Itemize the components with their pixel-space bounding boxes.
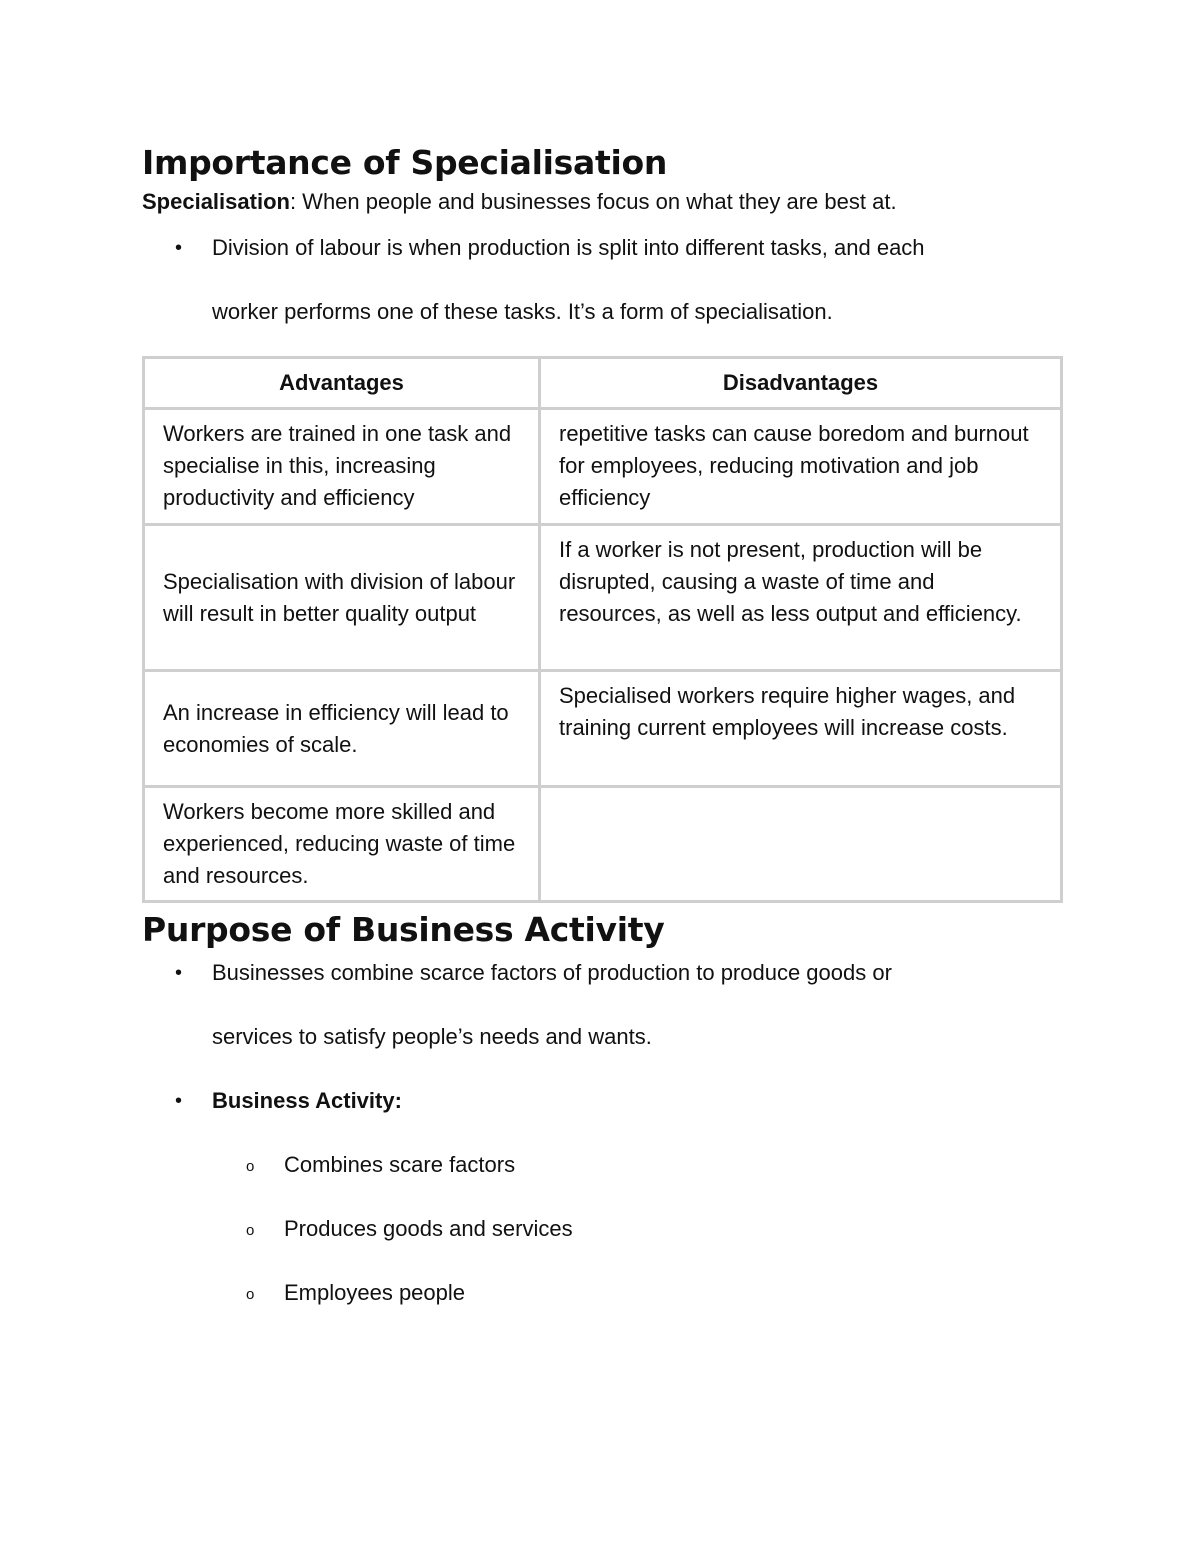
list-item-text-line-2: worker performs one of these tasks. It’s a form of specialisation. — [212, 299, 833, 324]
sub-list-item — [142, 1197, 1062, 1261]
table-row — [144, 525, 1062, 671]
table-cell-advantage: Workers become more skilled and experienced, reducing waste of time and resources. — [144, 787, 540, 902]
table-cell-advantage: Specialisation with division of labour will result in better quality output — [144, 525, 540, 671]
circle-bullet-icon: o — [246, 1158, 255, 1175]
table-cell-advantage: An increase in efficiency will lead to economies of scale. — [144, 671, 540, 787]
sub-list-item-text: Employees people — [284, 1280, 466, 1305]
list-item-text-line-2: services to satisfy people’s needs and wants. — [212, 1024, 652, 1049]
table-cell-disadvantage: Specialised workers require higher wages, and training current employees will increase costs. — [540, 671, 1062, 787]
definition-term: Specialisation — [142, 189, 290, 214]
bullet-list-specialisation — [142, 216, 1042, 344]
definition-specialisation — [142, 188, 1062, 216]
list-item-text-line-1: Businesses combine scarce factors of production to produce goods or — [212, 960, 892, 985]
table-cell-advantage: Workers are trained in one task and specialise in this, increasing productivity and efficiency — [144, 409, 540, 525]
table-header-row — [144, 358, 1062, 409]
table-header-disadvantages: Disadvantages — [540, 358, 1062, 409]
table-row — [144, 409, 1062, 525]
definition-text: : When people and businesses focus on what they are best at. — [289, 189, 897, 214]
section-title-business-activity: Purpose of Business Activity — [142, 910, 665, 949]
list-item-text-line-1: Division of labour is when production is split into different tasks, and each — [212, 235, 925, 260]
list-item-label: Business Activity: — [212, 1088, 402, 1113]
table-cell-disadvantage — [540, 787, 1062, 902]
sub-list-item-text: Produces goods and services — [284, 1216, 573, 1241]
bullet-icon: • — [175, 1090, 183, 1112]
table-row — [144, 787, 1062, 902]
bullet-icon: • — [175, 237, 183, 259]
table-header-advantages: Advantages — [144, 358, 540, 409]
sub-list-item — [142, 1133, 1062, 1197]
sub-list-item — [142, 1261, 1062, 1325]
sub-list-item-text: Combines scare factors — [284, 1152, 516, 1177]
table-cell-disadvantage: repetitive tasks can cause boredom and burnout for employees, reducing motivation and job efficiency — [540, 409, 1062, 525]
sub-list-business-activity — [142, 1133, 1062, 1325]
circle-bullet-icon: o — [246, 1286, 255, 1303]
bullet-icon: • — [175, 962, 183, 984]
list-item-division-of-labour — [142, 216, 1042, 344]
document-page — [142, 140, 1062, 1325]
bullet-list-business-activity — [142, 941, 1062, 1325]
advantages-disadvantages-table — [142, 356, 1063, 903]
list-item-businesses-combine — [142, 941, 1062, 1069]
section-title-specialisation: Importance of Specialisation — [142, 143, 668, 182]
list-item-business-activity — [142, 1069, 1062, 1325]
circle-bullet-icon: o — [246, 1222, 255, 1239]
table-row — [144, 671, 1062, 787]
table-cell-disadvantage: If a worker is not present, production will be disrupted, causing a waste of time and resources, as well as less output and efficiency. — [540, 525, 1062, 671]
